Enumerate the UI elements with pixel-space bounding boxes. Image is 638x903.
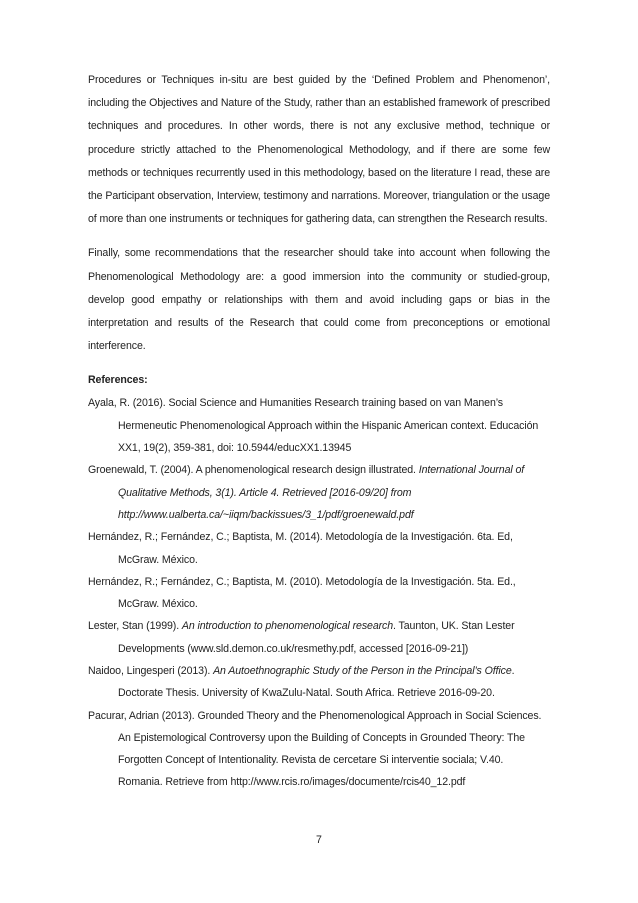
- reference-entry: Lester, Stan (1999). An introduction to phenomenological research. Taunton, UK. Stan Lester Developments (www.sld.demon.co.uk/resmethy.pdf, accessed [2016-09-21]): [88, 620, 515, 655]
- reference-entry: Hernández, R.; Fernández, C.; Baptista, M. (2014). Metodología de la Investigación. 6ta. Ed, McGraw. México.: [88, 531, 513, 566]
- page-content: [88, 69, 550, 794]
- reference-entry: Naidoo, Lingesperi (2013). An Autoethnographic Study of the Person in the Principal’s Office. Doctorate Thesis. University of KwaZulu-Natal. South Africa. Retrieve 2016-09-20.: [88, 665, 515, 700]
- reference-entry: Pacurar, Adrian (2013). Grounded Theory and the Phenomenological Approach in Social Sciences. An Epistemological Controversy upon the Building of Concepts in Grounded Theory: The Forgotten Concept of Intentionality. Revista de cercetare Si interventie sociala; V.40. Romania. Retrieve from http://www.rcis.ro/images/documente/rcis40_12.pdf: [88, 709, 542, 789]
- body-paragraph: Finally, some recommendations that the researcher should take into account when following the Phenomenological Methodology are: a good immersion into the community or studied-group, develop good empathy or relationships with them and avoid including gaps or bias in the interpretation and results of the Research that could come from preconceptions or emotional interference.: [88, 247, 550, 353]
- reference-entry: Hernández, R.; Fernández, C.; Baptista, M. (2010). Metodología de la Investigación. 5ta. Ed., McGraw. México.: [88, 575, 516, 611]
- body-paragraph: Procedures or Techniques in-situ are best guided by the ‘Defined Problem and Phenomenon’, including the Objectives and Nature of the Study, rather than an established framework of prescribed techniques and procedures. In other words, there is not any exclusive method, technique or procedure strictly attached to the Phenomenological Methodology, and if there are some few methods or techniques recurrently used in this methodology, based on the literature I read, these are the Participant observation, Interview, testimony and narrations. Moreover, triangulation or the usage of more than one instruments or techniques for gathering data, can strengthen the Research results.: [88, 74, 550, 226]
- reference-entry: Groenewald, T. (2004). A phenomenological research design illustrated. International Journal of Qualitative Methods, 3(1). Article 4. Retrieved [2016-09/20] from http://www.ualberta.ca/~iiqm/backissues/3_1/pdf/groenewald.pdf: [88, 464, 525, 521]
- references-list: [88, 392, 550, 793]
- references-heading: References:: [88, 374, 148, 387]
- page-number: 7: [316, 834, 322, 846]
- reference-entry: Ayala, R. (2016). Social Science and Humanities Research training based on van Manen’s Hermeneutic Phenomenological Approach within the Hispanic American context. Educación XX1, 19(2), 359-381, doi: 10.5944/educXX1.13945: [88, 397, 539, 455]
